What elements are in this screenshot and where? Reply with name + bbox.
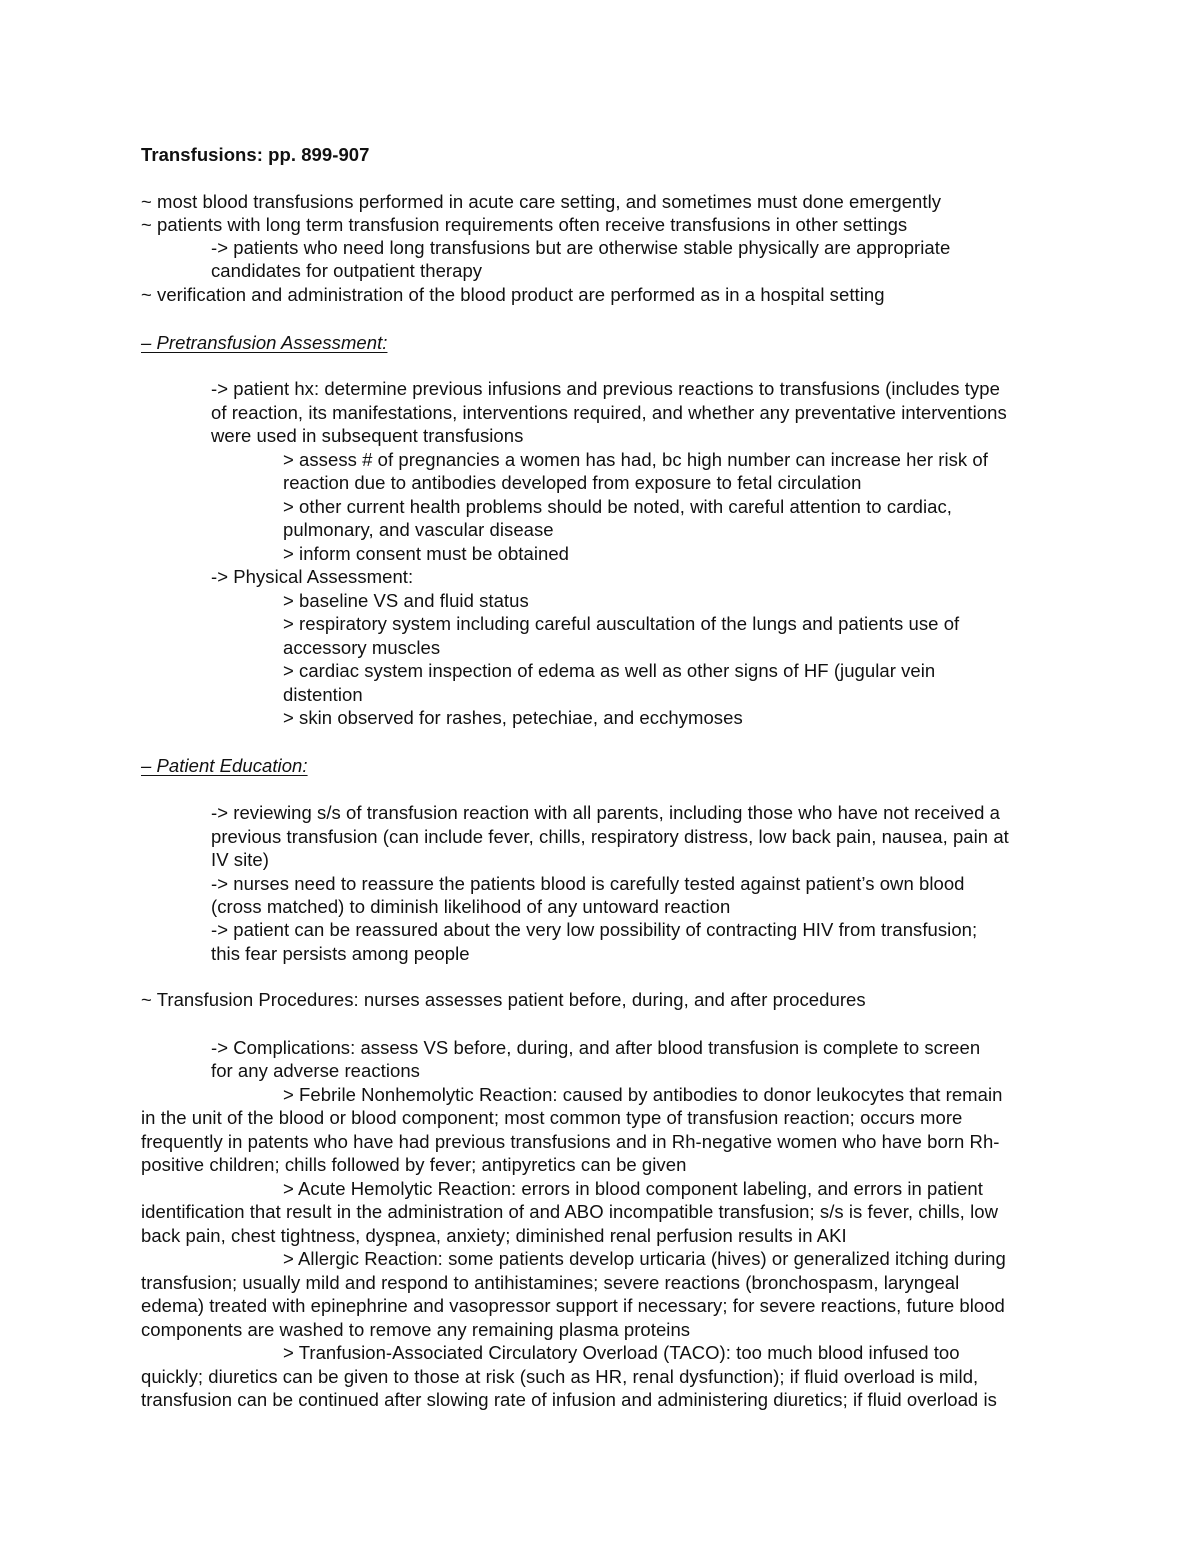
procedures-line: in the unit of the blood or blood component; most common type of transfusion reaction; occurs more: [141, 1107, 963, 1128]
procedures-line: -> Complications: assess VS before, during, and after blood transfusion is complete to screen: [211, 1037, 981, 1058]
pretransfusion-line: distention: [283, 684, 363, 705]
pretransfusion-line: pulmonary, and vascular disease: [283, 519, 554, 540]
procedures-line: frequently in patents who have had previous transfusions and in Rh-negative women who have born Rh-: [141, 1131, 1000, 1152]
pretransfusion-line: -> patient hx: determine previous infusions and previous reactions to transfusions (includes type: [211, 378, 1000, 399]
pretransfusion-line: accessory muscles: [283, 637, 441, 658]
pretransfusion-line: > cardiac system inspection of edema as well as other signs of HF (jugular vein: [283, 660, 936, 681]
procedures-line: > Acute Hemolytic Reaction: errors in blood component labeling, and errors in patient: [283, 1178, 983, 1199]
education-line: (cross matched) to diminish likelihood of any untoward reaction: [211, 896, 731, 917]
procedures-line: back pain, chest tightness, dyspnea, anxiety; diminished renal perfusion results in AKI: [141, 1225, 847, 1246]
education-line: this fear persists among people: [211, 943, 470, 964]
procedures-line: components are washed to remove any remaining plasma proteins: [141, 1319, 691, 1340]
procedures-line: > Tranfusion-Associated Circulatory Overload (TACO): too much blood infused too: [283, 1342, 960, 1363]
education-line: previous transfusion (can include fever, chills, respiratory distress, low back pain, nausea, pain at: [211, 826, 1009, 847]
pretransfusion-line: > respiratory system including careful auscultation of the lungs and patients use of: [283, 613, 960, 634]
procedures-intro: ~ Transfusion Procedures: nurses assesses patient before, during, and after procedures: [141, 989, 866, 1010]
procedures-line: transfusion; usually mild and respond to antihistamines; severe reactions (bronchospasm, laryngeal: [141, 1272, 960, 1293]
section-heading-pretransfusion: – Pretransfusion Assessment:: [141, 332, 388, 353]
procedures-line: edema) treated with epinephrine and vasopressor support if necessary; for severe reactions, future blood: [141, 1295, 1005, 1316]
intro-line: ~ patients with long term transfusion requirements often receive transfusions in other settings: [141, 214, 908, 235]
pretransfusion-line: > skin observed for rashes, petechiae, and ecchymoses: [283, 707, 743, 728]
procedures-line: > Febrile Nonhemolytic Reaction: caused by antibodies to donor leukocytes that remain: [283, 1084, 1003, 1105]
education-line: -> patient can be reassured about the very low possibility of contracting HIV from transfusion;: [211, 919, 978, 940]
intro-line: ~ verification and administration of the blood product are performed as in a hospital setting: [141, 284, 885, 305]
pretransfusion-line: reaction due to antibodies developed from exposure to fetal circulation: [283, 472, 862, 493]
education-line: -> reviewing s/s of transfusion reaction with all parents, including those who have not received a: [211, 802, 1001, 823]
procedures-line: identification that result in the administration of and ABO incompatible transfusion; s/s is fever, chills, low: [141, 1201, 998, 1222]
procedures-line: for any adverse reactions: [211, 1060, 420, 1081]
intro-line: candidates for outpatient therapy: [211, 260, 483, 281]
procedures-line: > Allergic Reaction: some patients develop urticaria (hives) or generalized itching during: [283, 1248, 1006, 1269]
pretransfusion-line: -> Physical Assessment:: [211, 566, 414, 587]
education-line: -> nurses need to reassure the patients blood is carefully tested against patient’s own blood: [211, 873, 965, 894]
intro-line: -> patients who need long transfusions but are otherwise stable physically are appropriate: [211, 237, 951, 258]
pretransfusion-line: > inform consent must be obtained: [283, 543, 569, 564]
pretransfusion-line: > assess # of pregnancies a women has had, bc high number can increase her risk of: [283, 449, 988, 470]
procedures-line: transfusion can be continued after slowing rate of infusion and administering diuretics; if fluid overload is: [141, 1389, 997, 1410]
procedures-line: quickly; diuretics can be given to those at risk (such as HR, renal dysfunction); if fluid overload is mild,: [141, 1366, 979, 1387]
education-line: IV site): [211, 849, 269, 870]
intro-line: ~ most blood transfusions performed in acute care setting, and sometimes must done emergently: [141, 191, 942, 212]
pretransfusion-line: > baseline VS and fluid status: [283, 590, 529, 611]
procedures-line: positive children; chills followed by fever; antipyretics can be given: [141, 1154, 687, 1175]
section-heading-education: – Patient Education:: [141, 755, 308, 776]
pretransfusion-line: were used in subsequent transfusions: [211, 425, 524, 446]
page-title: Transfusions: pp. 899-907: [141, 144, 370, 165]
pretransfusion-line: of reaction, its manifestations, interventions required, and whether any preventative interventions: [211, 402, 1007, 423]
pretransfusion-line: > other current health problems should be noted, with careful attention to cardiac,: [283, 496, 953, 517]
